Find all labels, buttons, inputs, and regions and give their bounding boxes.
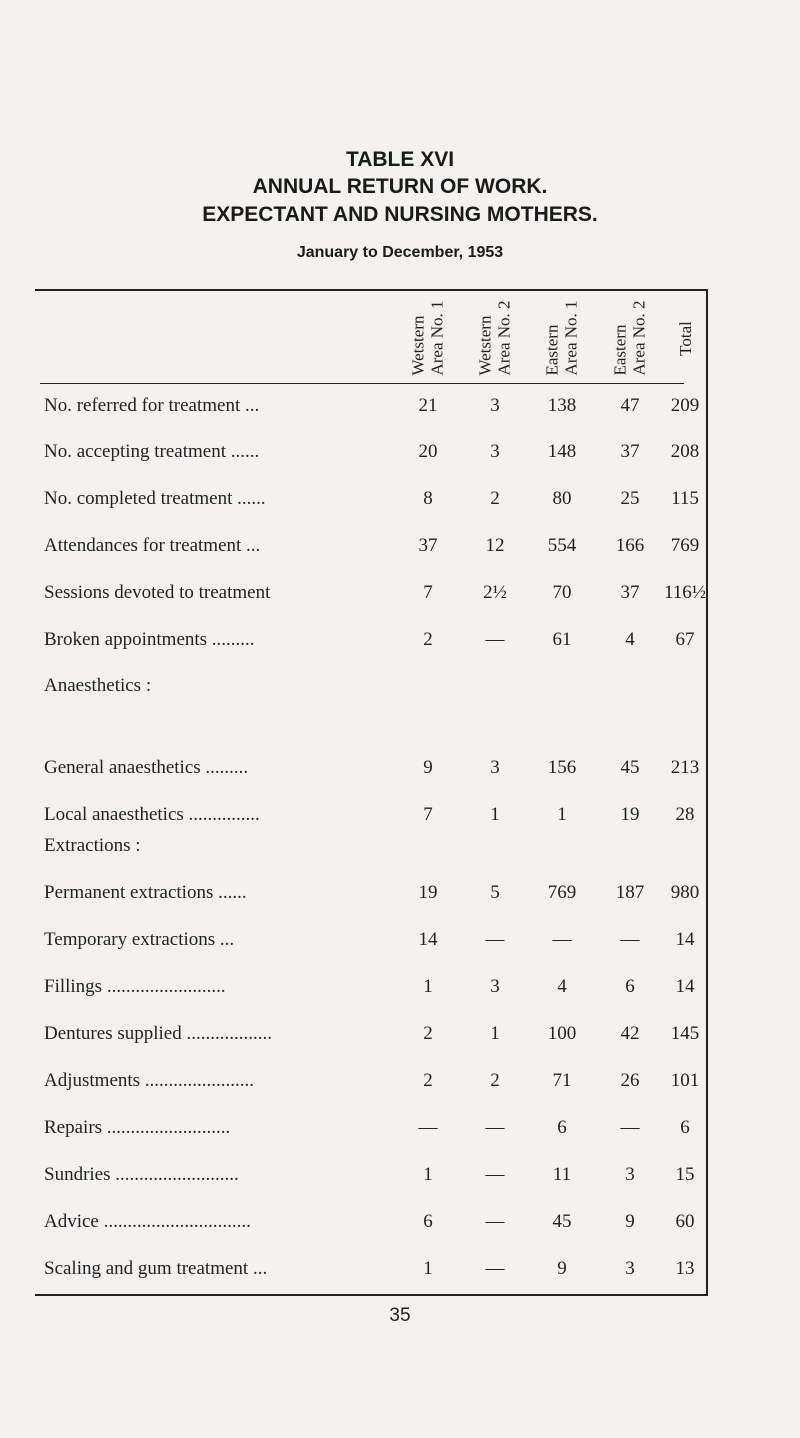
section-heading-anaesthetics: Anaesthetics :	[44, 675, 152, 696]
row-value: 15	[675, 1164, 695, 1185]
table-row: General anaesthetics ......... 9 3 156 45 213	[44, 757, 700, 778]
table-row: No. completed treatment ...... 8 2 80 25 115	[44, 488, 699, 509]
column-header-eastern-2: Eastern Area No. 2	[611, 300, 649, 376]
table-subtitle-2: EXPECTANT AND NURSING MOTHERS.	[202, 203, 598, 226]
row-value: 9	[625, 1211, 635, 1232]
table-row: Repairs .......................... — — 6 — 6	[44, 1117, 690, 1138]
table-row: No. accepting treatment ...... 20 3 148 37 208	[44, 441, 700, 462]
row-value: 45	[552, 1211, 572, 1232]
table-title: TABLE XVI	[345, 148, 455, 171]
page-number: 35	[389, 1305, 411, 1326]
column-header-eastern-1: Eastern Area No. 1	[543, 300, 581, 376]
row-value: 9	[557, 1258, 567, 1279]
table-subtitle: ANNUAL RETURN OF WORK.	[252, 175, 548, 198]
row-value: 6	[423, 1211, 433, 1232]
row-label: Sundries ..........................	[44, 1164, 239, 1185]
bottom-rule	[35, 1294, 707, 1296]
row-value: 11	[552, 1164, 572, 1185]
column-header-western-1: Wetstern Area No. 1	[409, 300, 447, 376]
row-label: Advice ...............................	[44, 1211, 251, 1232]
table-row: Adjustments ....................... 2 2 71 26 101	[44, 1070, 700, 1091]
row-value: 1	[423, 1164, 433, 1185]
row-value: —	[485, 1164, 505, 1185]
section-heading-extractions: Extractions :	[44, 835, 141, 856]
table-row	[0, 1211, 800, 1241]
row-value: 13	[675, 1258, 695, 1279]
table-row: Fillings ......................... 1 3 4 6 14	[44, 976, 695, 997]
table-row: Broken appointments ......... 2 — 61 4 67	[44, 629, 695, 650]
table-row: Dentures supplied .................. 2 1 100 42 145	[44, 1023, 700, 1044]
table-row: Sessions devoted to treatment 7 2½ 70 37 116½	[44, 582, 707, 603]
column-header-total: Total	[675, 320, 695, 356]
header-rule	[40, 383, 684, 384]
row-value: 3	[625, 1258, 635, 1279]
table-row: Local anaesthetics ............... 7 1 1 19 28	[44, 804, 695, 825]
row-value: —	[485, 1211, 505, 1232]
row-value: 60	[675, 1211, 695, 1232]
row-value: 3	[625, 1164, 635, 1185]
row-value: —	[485, 1258, 505, 1279]
top-rule	[35, 289, 707, 291]
table-row: Permanent extractions ...... 19 5 769 187 980	[44, 882, 700, 903]
table-row: Temporary extractions ... 14 — — — 14	[44, 929, 695, 950]
table-row	[0, 1164, 800, 1194]
table-row	[0, 1258, 800, 1288]
row-label: Scaling and gum treatment ...	[44, 1258, 268, 1279]
table-period: January to December, 1953	[296, 244, 504, 261]
spacer	[0, 1360, 800, 1390]
table-row: Attendances for treatment ... 37 12 554 166 769	[44, 535, 700, 556]
row-value: 1	[423, 1258, 433, 1279]
column-header-western-2: Wetstern Area No. 2	[476, 300, 514, 376]
table-row: No. referred for treatment ... 21 3 138 47 209	[44, 395, 700, 416]
